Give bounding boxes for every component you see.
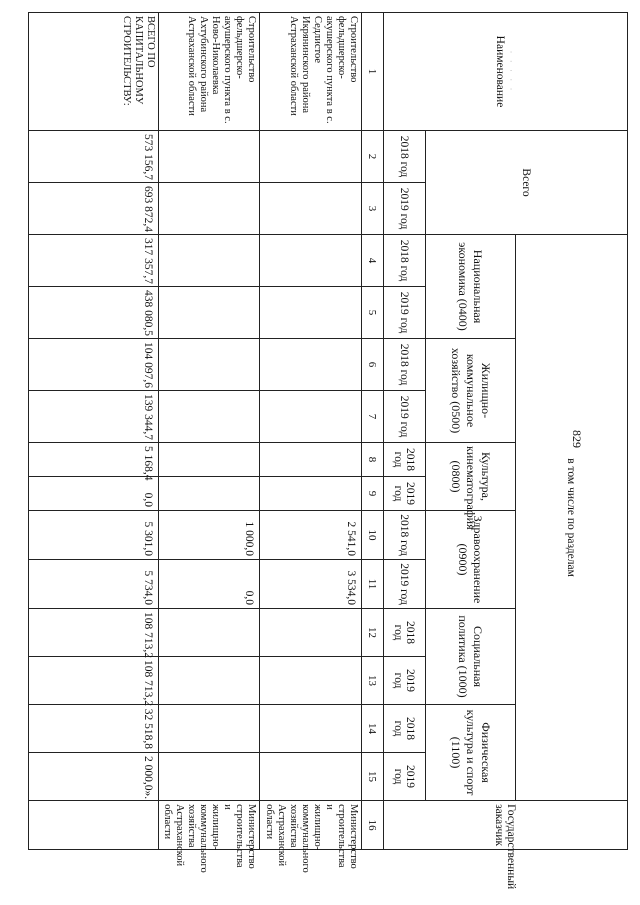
row-value — [260, 131, 362, 183]
row-value — [260, 657, 362, 705]
column-number: 4 — [362, 235, 384, 287]
row-value — [159, 287, 261, 339]
row-value — [159, 477, 261, 511]
total-row — [29, 13, 159, 850]
row-value — [159, 705, 261, 753]
total-value: 5 168,4 — [29, 443, 159, 477]
row-value — [159, 339, 261, 391]
year-cell: 2019 год — [384, 753, 426, 801]
total-value: 693 872,4 — [29, 183, 159, 235]
year-cell: 2019 год — [384, 183, 426, 235]
column-number: 6 — [362, 339, 384, 391]
row-value — [260, 477, 362, 511]
year-cell: 2019 год — [384, 560, 426, 609]
total-value: 573 156,7 — [29, 131, 159, 183]
column-number: 8 — [362, 443, 384, 477]
row-value — [159, 235, 261, 287]
column-number: 7 — [362, 391, 384, 443]
total-value: 32 518,8 — [29, 705, 159, 753]
column-number: 2 — [362, 131, 384, 183]
page-number: 829 — [570, 430, 584, 448]
row-value — [260, 609, 362, 657]
row-customer — [29, 801, 159, 850]
column-number: 9 — [362, 477, 384, 511]
year-cell: 2019 год — [384, 391, 426, 443]
row-customer: Министерство строительства и жилищно-коммунального хозяйства Астраханской области — [260, 801, 362, 850]
row-value — [260, 705, 362, 753]
row-value — [260, 391, 362, 443]
row-name: Строительство фельдшерско-акушерского пункта в с. Ново-Николаевка Ахтубинского района Астраханской области — [159, 13, 261, 131]
table-row — [260, 13, 362, 850]
row-value — [159, 443, 261, 477]
total-value: 317 357,7 — [29, 235, 159, 287]
row-value — [159, 131, 261, 183]
section-sport: Физическая культура и спорт (1100) — [426, 705, 516, 801]
row-value — [159, 753, 261, 801]
column-number: 12 — [362, 609, 384, 657]
capital-construction-table — [28, 12, 628, 890]
table-row — [159, 13, 261, 850]
year-cell: 2018 год — [384, 339, 426, 391]
total-value: 108 713,2 — [29, 657, 159, 705]
header-by-sections: в том числе по разделам — [516, 235, 628, 801]
section-healthcare: Здравоохранение (0900) — [426, 511, 516, 609]
year-cell: 2018 год — [384, 235, 426, 287]
row-value — [260, 753, 362, 801]
column-number: 13 — [362, 657, 384, 705]
column-number: 3 — [362, 183, 384, 235]
row-value — [159, 183, 261, 235]
section-housing: Жилищно-коммунальное хозяйство (0500) — [426, 339, 516, 443]
year-cell: 2018 год — [384, 443, 426, 477]
row-value: 3 534,0 — [260, 560, 362, 609]
total-value: 438 080,5 — [29, 287, 159, 339]
column-number: 1 — [362, 13, 384, 131]
row-value — [159, 391, 261, 443]
header-row-1 — [516, 13, 628, 850]
row-name: Строительство фельдшерско-акушерского пункта в с. Седлистое Икрянинского района Астраханской области — [260, 13, 362, 131]
column-number: 11 — [362, 560, 384, 609]
row-value — [260, 339, 362, 391]
column-number-row — [362, 13, 384, 850]
header-total: Всего — [426, 131, 628, 235]
row-value — [159, 657, 261, 705]
header-name: · · · · · Наименование — [384, 13, 628, 131]
row-value: 1 000,0 — [159, 511, 261, 560]
year-cell: 2019 год — [384, 287, 426, 339]
total-value: 2 000,0». — [29, 753, 159, 801]
column-number: 16 — [362, 801, 384, 850]
total-value: 5 301,0 — [29, 511, 159, 560]
section-national-economy: Национальная экономика (0400) — [426, 235, 516, 339]
section-culture: Культура, кинематография (0800) — [426, 443, 516, 511]
row-value — [260, 287, 362, 339]
column-number: 15 — [362, 753, 384, 801]
year-cell: 2018 год — [384, 511, 426, 560]
total-value: 0,0 — [29, 477, 159, 511]
year-cell: 2019 год — [384, 657, 426, 705]
column-number: 5 — [362, 287, 384, 339]
row-value — [260, 235, 362, 287]
row-value — [260, 443, 362, 477]
row-name: ВСЕГО ПО КАПИТАЛЬНОМУ СТРОИТЕЛЬСТВУ: — [29, 13, 159, 131]
header-customer: Государственный заказчик — [384, 801, 628, 850]
row-customer: Министерство строительства и жилищно-коммунального хозяйства Астраханской области — [159, 801, 261, 850]
column-number: 10 — [362, 511, 384, 560]
row-value — [159, 609, 261, 657]
total-value: 108 713,2 — [29, 609, 159, 657]
total-value: 139 344,7 — [29, 391, 159, 443]
year-cell: 2018 год — [384, 705, 426, 753]
column-number: 14 — [362, 705, 384, 753]
closing-quote-mark: ». — [142, 790, 154, 800]
total-value: 104 097,6 — [29, 339, 159, 391]
total-value: 5 734,0 — [29, 560, 159, 609]
row-value: 0,0 — [159, 560, 261, 609]
row-value — [260, 183, 362, 235]
row-value: 2 541,0 — [260, 511, 362, 560]
section-social-policy: Социальная политика (1000) — [426, 609, 516, 705]
year-cell: 2018 год — [384, 131, 426, 183]
year-cell: 2019 год — [384, 477, 426, 511]
year-cell: 2018 год — [384, 609, 426, 657]
header-row-years — [384, 13, 426, 850]
